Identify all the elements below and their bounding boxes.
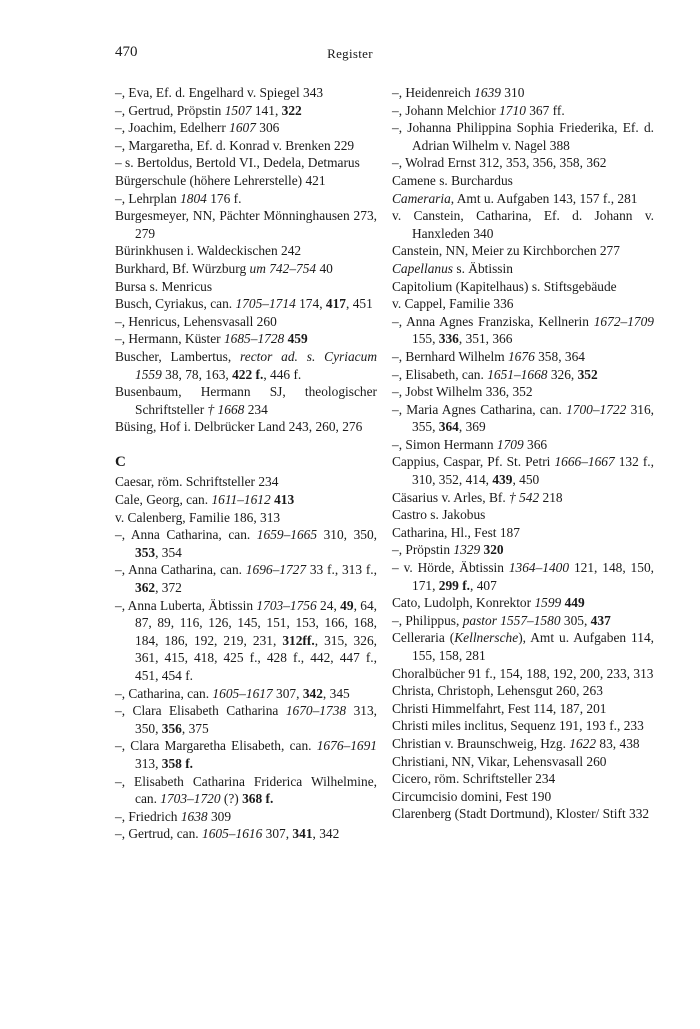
index-entry bbox=[392, 489, 654, 507]
entry-text: , 375 bbox=[181, 720, 209, 736]
entry-text: –, Clara Margaretha Elisabeth, can. bbox=[115, 738, 317, 754]
entry-text: 1622 bbox=[569, 735, 597, 751]
entry-text: Caesar, röm. Schriftsteller 234 bbox=[115, 474, 279, 490]
entry-text: 341 bbox=[292, 826, 313, 842]
entry-text: – v. Hörde, Äbtissin bbox=[392, 560, 509, 576]
entry-text: Canstein, NN, Meier zu Kirchborchen 277 bbox=[392, 243, 620, 259]
entry-text: Cale, Georg, can. bbox=[115, 492, 212, 508]
entry-text: Büsing, Hof i. Delbrücker Land 243, 260, 276 bbox=[115, 419, 363, 435]
entry-text: ), Amt u. Aufgaben 114, 155, 158, 281 bbox=[412, 630, 654, 663]
index-entry bbox=[392, 788, 654, 806]
entry-text: 367 ff. bbox=[525, 102, 565, 118]
entry-text: 38, 78, 163, bbox=[161, 366, 233, 382]
entry-text: –, Simon Hermann bbox=[392, 436, 497, 452]
entry-text: –, Philippus, bbox=[392, 612, 463, 628]
entry-text: –, Elisabeth Catharina Friderica Wilhelmine, can. bbox=[115, 773, 377, 807]
index-entry bbox=[115, 808, 377, 826]
index-entry bbox=[115, 260, 377, 278]
entry-text: 439 bbox=[492, 472, 513, 488]
index-entry bbox=[115, 295, 377, 313]
entry-text: Castro s. Jakobus bbox=[392, 507, 486, 523]
entry-text: 1651–1668 bbox=[487, 366, 548, 382]
entry-text: 1607 bbox=[229, 120, 256, 136]
entry-text: –, Gertrud, Pröpstin bbox=[115, 102, 225, 118]
index-entry bbox=[115, 207, 377, 242]
entry-text: Christa, Christoph, Lehensgut 260, 263 bbox=[392, 683, 603, 699]
entry-text: 358 f. bbox=[161, 755, 194, 771]
index-entry bbox=[392, 102, 654, 120]
entry-text: 121, 148, 150, 171, bbox=[412, 560, 654, 593]
entry-text: 1670–1738 bbox=[285, 703, 347, 719]
entry-text: 1599 bbox=[534, 595, 562, 611]
entry-text: Christiani, NN, Vikar, Lehensvasall 260 bbox=[392, 753, 607, 769]
index-entry bbox=[392, 805, 654, 823]
entry-text: –, Clara Elisabeth Catharina bbox=[115, 703, 286, 719]
entry-text: 417 bbox=[325, 296, 346, 312]
index-entry bbox=[392, 524, 654, 542]
entry-text: 1696–1727 bbox=[245, 562, 307, 578]
entry-text: 362 bbox=[135, 580, 156, 596]
entry-text: –, Heidenreich bbox=[392, 85, 475, 100]
index-entry bbox=[392, 278, 654, 296]
index-entry bbox=[392, 207, 654, 242]
entry-text: Circumcisio domini, Fest 190 bbox=[392, 788, 552, 804]
entry-text: Celleraria ( bbox=[392, 630, 455, 646]
entry-text: Bursa s. Menricus bbox=[115, 278, 213, 294]
entry-text: 83, 438 bbox=[596, 735, 640, 751]
entry-text: Christian v. Braunschweig, Hzg. bbox=[392, 735, 570, 751]
index-entry bbox=[392, 541, 654, 559]
index-entry bbox=[392, 700, 654, 718]
entry-text: v. Cappel, Familie 336 bbox=[392, 296, 514, 312]
entry-text: –, Catharina, can. bbox=[115, 685, 213, 701]
index-entry bbox=[392, 506, 654, 524]
entry-text: 356 bbox=[161, 720, 182, 736]
entry-text: 306 bbox=[255, 120, 280, 136]
entry-text: –, Anna Luberta, Äbtissin bbox=[115, 597, 257, 613]
entry-text: Cicero, röm. Schriftsteller 234 bbox=[392, 771, 556, 787]
entry-text: , 446 f. bbox=[263, 366, 302, 382]
entry-text: , 354 bbox=[155, 544, 182, 560]
entry-text: –, Maria Agnes Catharina, can. bbox=[392, 401, 567, 417]
entry-text: 413 bbox=[274, 492, 295, 508]
index-entry bbox=[392, 629, 654, 664]
entry-text: C bbox=[115, 453, 126, 470]
entry-text: 141, bbox=[251, 102, 282, 118]
entry-text: 1705–1714 bbox=[235, 296, 296, 312]
entry-text: Christi Himmelfahrt, Fest 114, 187, 201 bbox=[392, 700, 607, 716]
entry-text: v. Canstein, Catharina, Ef. d. Johann v. Hanxleden 340 bbox=[392, 208, 654, 241]
index-entry bbox=[392, 154, 654, 172]
entry-text: 1507 bbox=[224, 102, 252, 118]
entry-text: Capitolium (Kapitelhaus) s. Stiftsgebäude bbox=[392, 278, 617, 294]
index-entry bbox=[115, 348, 377, 383]
entry-text: –, Eva, Ef. d. Engelhard v. Spiegel 343 bbox=[115, 85, 324, 100]
entry-text: , 450 bbox=[512, 472, 540, 488]
index-entry bbox=[392, 119, 654, 154]
entry-text: rector ad. s. Cyriacum 1559 bbox=[135, 348, 377, 382]
entry-text: 307, bbox=[262, 826, 293, 842]
entry-text: 132 f., 310, 352, 414, bbox=[412, 454, 654, 488]
entry-text: –, Pröpstin bbox=[392, 542, 454, 558]
entry-text: 358, 364 bbox=[534, 348, 585, 364]
section-letter bbox=[115, 454, 377, 472]
entry-text: 449 bbox=[564, 595, 585, 611]
entry-text: , 407 bbox=[470, 577, 497, 593]
entry-text: 40 bbox=[316, 260, 333, 276]
index-entry bbox=[115, 825, 377, 843]
entry-text: 310, 350, bbox=[317, 527, 378, 543]
index-column-right bbox=[392, 84, 654, 823]
entry-text: 1639 bbox=[474, 85, 501, 100]
index-entry bbox=[115, 330, 377, 348]
index-entry bbox=[115, 561, 377, 596]
entry-text: 299 f. bbox=[438, 577, 471, 593]
entry-text: (?) bbox=[220, 791, 243, 807]
entry-text: Cäsarius v. Arles, Bf. bbox=[392, 489, 510, 505]
entry-text: 1666–1667 bbox=[554, 454, 615, 470]
entry-text: s. Äbtissin bbox=[453, 260, 513, 276]
index-entry bbox=[115, 119, 377, 137]
entry-text: 320 bbox=[483, 542, 504, 558]
entry-text: 1638 bbox=[180, 808, 208, 824]
index-entry bbox=[115, 383, 377, 418]
page-number: 470 bbox=[115, 44, 138, 60]
entry-text: 437 bbox=[590, 612, 611, 628]
entry-text: 316, 355, bbox=[412, 401, 655, 435]
index-entry bbox=[115, 84, 377, 102]
entry-text: pastor 1557–1580 bbox=[462, 612, 561, 628]
index-entry bbox=[115, 491, 377, 509]
index-entry bbox=[115, 473, 377, 491]
entry-text: , 372 bbox=[155, 580, 182, 596]
index-entry bbox=[392, 753, 654, 771]
entry-text: 368 f. bbox=[242, 791, 274, 807]
index-entry bbox=[115, 278, 377, 296]
entry-text: –, Jobst Wilhelm 336, 352 bbox=[392, 384, 533, 400]
entry-text: 1659–1665 bbox=[256, 527, 318, 543]
entry-text: 1709 bbox=[496, 436, 524, 452]
entry-text: 1685–1728 bbox=[223, 331, 285, 347]
index-entry bbox=[115, 773, 377, 808]
index-entry bbox=[115, 597, 377, 685]
entry-text: , 351, 366 bbox=[458, 331, 513, 347]
index-entry bbox=[392, 665, 654, 683]
entry-text: um 742–754 bbox=[249, 260, 317, 276]
entry-text: 309 bbox=[207, 808, 232, 824]
index-entry bbox=[115, 418, 377, 436]
entry-text: † 542 bbox=[509, 489, 540, 505]
entry-text: 364 bbox=[438, 419, 459, 435]
entry-text: –, Gertrud, can. bbox=[115, 826, 203, 842]
entry-text: –, Elisabeth, can. bbox=[392, 366, 488, 382]
entry-text: , 64, 87, 89, 116, 126, 145, 151, 153, 166, 168, 184, 186, 192, 219, 231, bbox=[135, 597, 378, 648]
entry-text: Camene s. Burchardus bbox=[392, 172, 513, 188]
index-entry bbox=[115, 102, 377, 120]
index-entry bbox=[115, 242, 377, 260]
entry-text: –, Anna Catharina, can. bbox=[115, 562, 246, 578]
entry-text: 352 bbox=[577, 366, 598, 382]
entry-text: 1804 bbox=[180, 190, 207, 206]
entry-text: 310 bbox=[500, 85, 525, 100]
entry-text: 422 f. bbox=[232, 366, 264, 382]
index-entry bbox=[392, 612, 654, 630]
entry-text: 1676–1691 bbox=[316, 738, 377, 754]
entry-text: – s. Bertoldus, Bertold VI., Dedela, Detmarus bbox=[115, 155, 360, 171]
index-entry bbox=[392, 190, 654, 208]
index-entry bbox=[115, 190, 377, 208]
entry-text: 49 bbox=[340, 597, 354, 613]
entry-text: Burkhard, Bf. Würzburg bbox=[115, 260, 250, 276]
entry-text: Choralbücher 91 f., 154, 188, 192, 200, 233, 313 bbox=[392, 665, 654, 681]
index-entry bbox=[392, 366, 654, 384]
entry-text: Buscher, Lambertus, bbox=[115, 348, 241, 364]
entry-text: 312ff. bbox=[282, 632, 315, 648]
index-entry bbox=[392, 453, 654, 488]
index-entry bbox=[115, 137, 377, 155]
entry-text: , 342 bbox=[312, 826, 340, 842]
index-entry bbox=[392, 559, 654, 594]
entry-text: Busenbaum, Hermann SJ, theologischer Schriftsteller bbox=[115, 384, 377, 417]
entry-text: 336 bbox=[438, 331, 459, 347]
index-column-left bbox=[115, 84, 377, 843]
entry-text: –, Hermann, Küster bbox=[115, 331, 224, 347]
entry-text: 24, bbox=[316, 597, 341, 613]
entry-text: 326, bbox=[547, 366, 578, 382]
entry-text: 1703–1756 bbox=[256, 597, 317, 613]
entry-text: Cameraria bbox=[392, 190, 451, 206]
entry-text: 1672–1709 bbox=[593, 313, 654, 329]
index-entry bbox=[392, 717, 654, 735]
entry-text: † 1668 bbox=[207, 401, 245, 417]
entry-text: 1364–1400 bbox=[508, 560, 570, 576]
index-entry bbox=[392, 260, 654, 278]
entry-text: –, Friedrich bbox=[115, 808, 181, 824]
index-entry bbox=[115, 685, 377, 703]
entry-text: 218 bbox=[539, 489, 563, 505]
entry-text: 307, bbox=[272, 685, 303, 701]
running-title: Register bbox=[327, 46, 373, 61]
index-entry bbox=[392, 295, 654, 313]
index-entry bbox=[392, 383, 654, 401]
entry-text: v. Calenberg, Familie 186, 313 bbox=[115, 509, 281, 525]
entry-text: Catharina, Hl., Fest 187 bbox=[392, 524, 520, 540]
index-entry bbox=[392, 682, 654, 700]
entry-text: 155, bbox=[412, 331, 439, 347]
entry-text: Capellanus bbox=[392, 260, 454, 276]
entry-text: –, Margaretha, Ef. d. Konrad v. Brenken 229 bbox=[115, 137, 355, 153]
index-entry bbox=[392, 436, 654, 454]
entry-text: 1703–1720 bbox=[160, 791, 221, 807]
entry-text: Busch, Cyriakus, can. bbox=[115, 296, 236, 312]
entry-text: 1329 bbox=[453, 542, 481, 558]
entry-text: –, Wolrad Ernst 312, 353, 356, 358, 362 bbox=[392, 155, 607, 171]
entry-text: Cato, Ludolph, Konrektor bbox=[392, 595, 535, 611]
entry-text: –, Johanna Philippina Sophia Friederika, Ef. d. Adrian Wilhelm v. Nagel 388 bbox=[392, 120, 654, 153]
entry-text: Christi miles inclitus, Sequenz 191, 193 f., 233 bbox=[392, 718, 644, 734]
entry-text: Bürgerschule (höhere Lehrerstelle) 421 bbox=[115, 172, 326, 188]
entry-text: 33 f., 313 f., bbox=[306, 562, 377, 578]
entry-text: 1710 bbox=[499, 102, 526, 118]
entry-text: Clarenberg (Stadt Dortmund), Kloster/ Stift 332 bbox=[392, 806, 650, 822]
index-entry bbox=[115, 526, 377, 561]
entry-text: 174, bbox=[295, 296, 326, 312]
entry-text: –, Bernhard Wilhelm bbox=[392, 348, 508, 364]
entry-text: , 345 bbox=[322, 685, 350, 701]
index-entry bbox=[392, 313, 654, 348]
index-entry bbox=[115, 154, 377, 172]
entry-text: , Amt u. Aufgaben 143, 157 f., 281 bbox=[450, 190, 638, 206]
index-entry bbox=[392, 242, 654, 260]
index-entry bbox=[115, 702, 377, 737]
entry-text: 353 bbox=[135, 544, 156, 560]
entry-text: 313, 350, bbox=[135, 703, 377, 736]
index-entry bbox=[392, 594, 654, 612]
entry-text: –, Henricus, Lehensvasall 260 bbox=[115, 313, 277, 329]
entry-text: –, Lehrplan bbox=[115, 190, 181, 206]
entry-text: 1605–1617 bbox=[212, 685, 273, 701]
index-entry bbox=[392, 770, 654, 788]
entry-text: Burgesmeyer, NN, Pächter Mönninghausen 273, 279 bbox=[115, 208, 377, 241]
entry-text: 1605–1616 bbox=[202, 826, 263, 842]
entry-text: 176 f. bbox=[206, 190, 242, 206]
entry-text: , 451 bbox=[346, 296, 373, 312]
entry-text: 234 bbox=[244, 401, 268, 417]
entry-text: 313, bbox=[135, 755, 162, 771]
entry-text: 1611–1612 bbox=[211, 492, 271, 508]
entry-text: –, Johann Melchior bbox=[392, 102, 500, 118]
entry-text: 366 bbox=[523, 436, 548, 452]
index-entry bbox=[115, 737, 377, 772]
entry-text: , 369 bbox=[458, 419, 486, 435]
index-entry bbox=[392, 401, 654, 436]
entry-text: –, Joachim, Edelherr bbox=[115, 120, 230, 136]
entry-text: Cappius, Caspar, Pf. St. Petri bbox=[392, 454, 555, 470]
entry-text: Bürinkhusen i. Waldeckischen 242 bbox=[115, 243, 302, 259]
index-entry bbox=[392, 84, 654, 102]
index-entry bbox=[392, 172, 654, 190]
entry-text: 322 bbox=[281, 102, 302, 118]
entry-text: 342 bbox=[302, 685, 323, 701]
index-entry bbox=[392, 348, 654, 366]
index-entry bbox=[115, 313, 377, 331]
index-entry bbox=[115, 509, 377, 527]
entry-text: 1676 bbox=[507, 348, 535, 364]
entry-text: Kellnersche bbox=[454, 630, 519, 646]
entry-text: 305, bbox=[560, 612, 591, 628]
index-entry bbox=[115, 172, 377, 190]
entry-text: –, Anna Catharina, can. bbox=[115, 527, 257, 543]
entry-text: 1700–1722 bbox=[566, 401, 627, 417]
entry-text: –, Anna Agnes Franziska, Kellnerin bbox=[392, 313, 594, 329]
entry-text: , 315, 326, 361, 415, 418, 425 f., 428 f., 442, 447 f., 451, 454 f. bbox=[135, 632, 377, 683]
entry-text: 459 bbox=[287, 331, 308, 347]
index-entry bbox=[392, 735, 654, 753]
